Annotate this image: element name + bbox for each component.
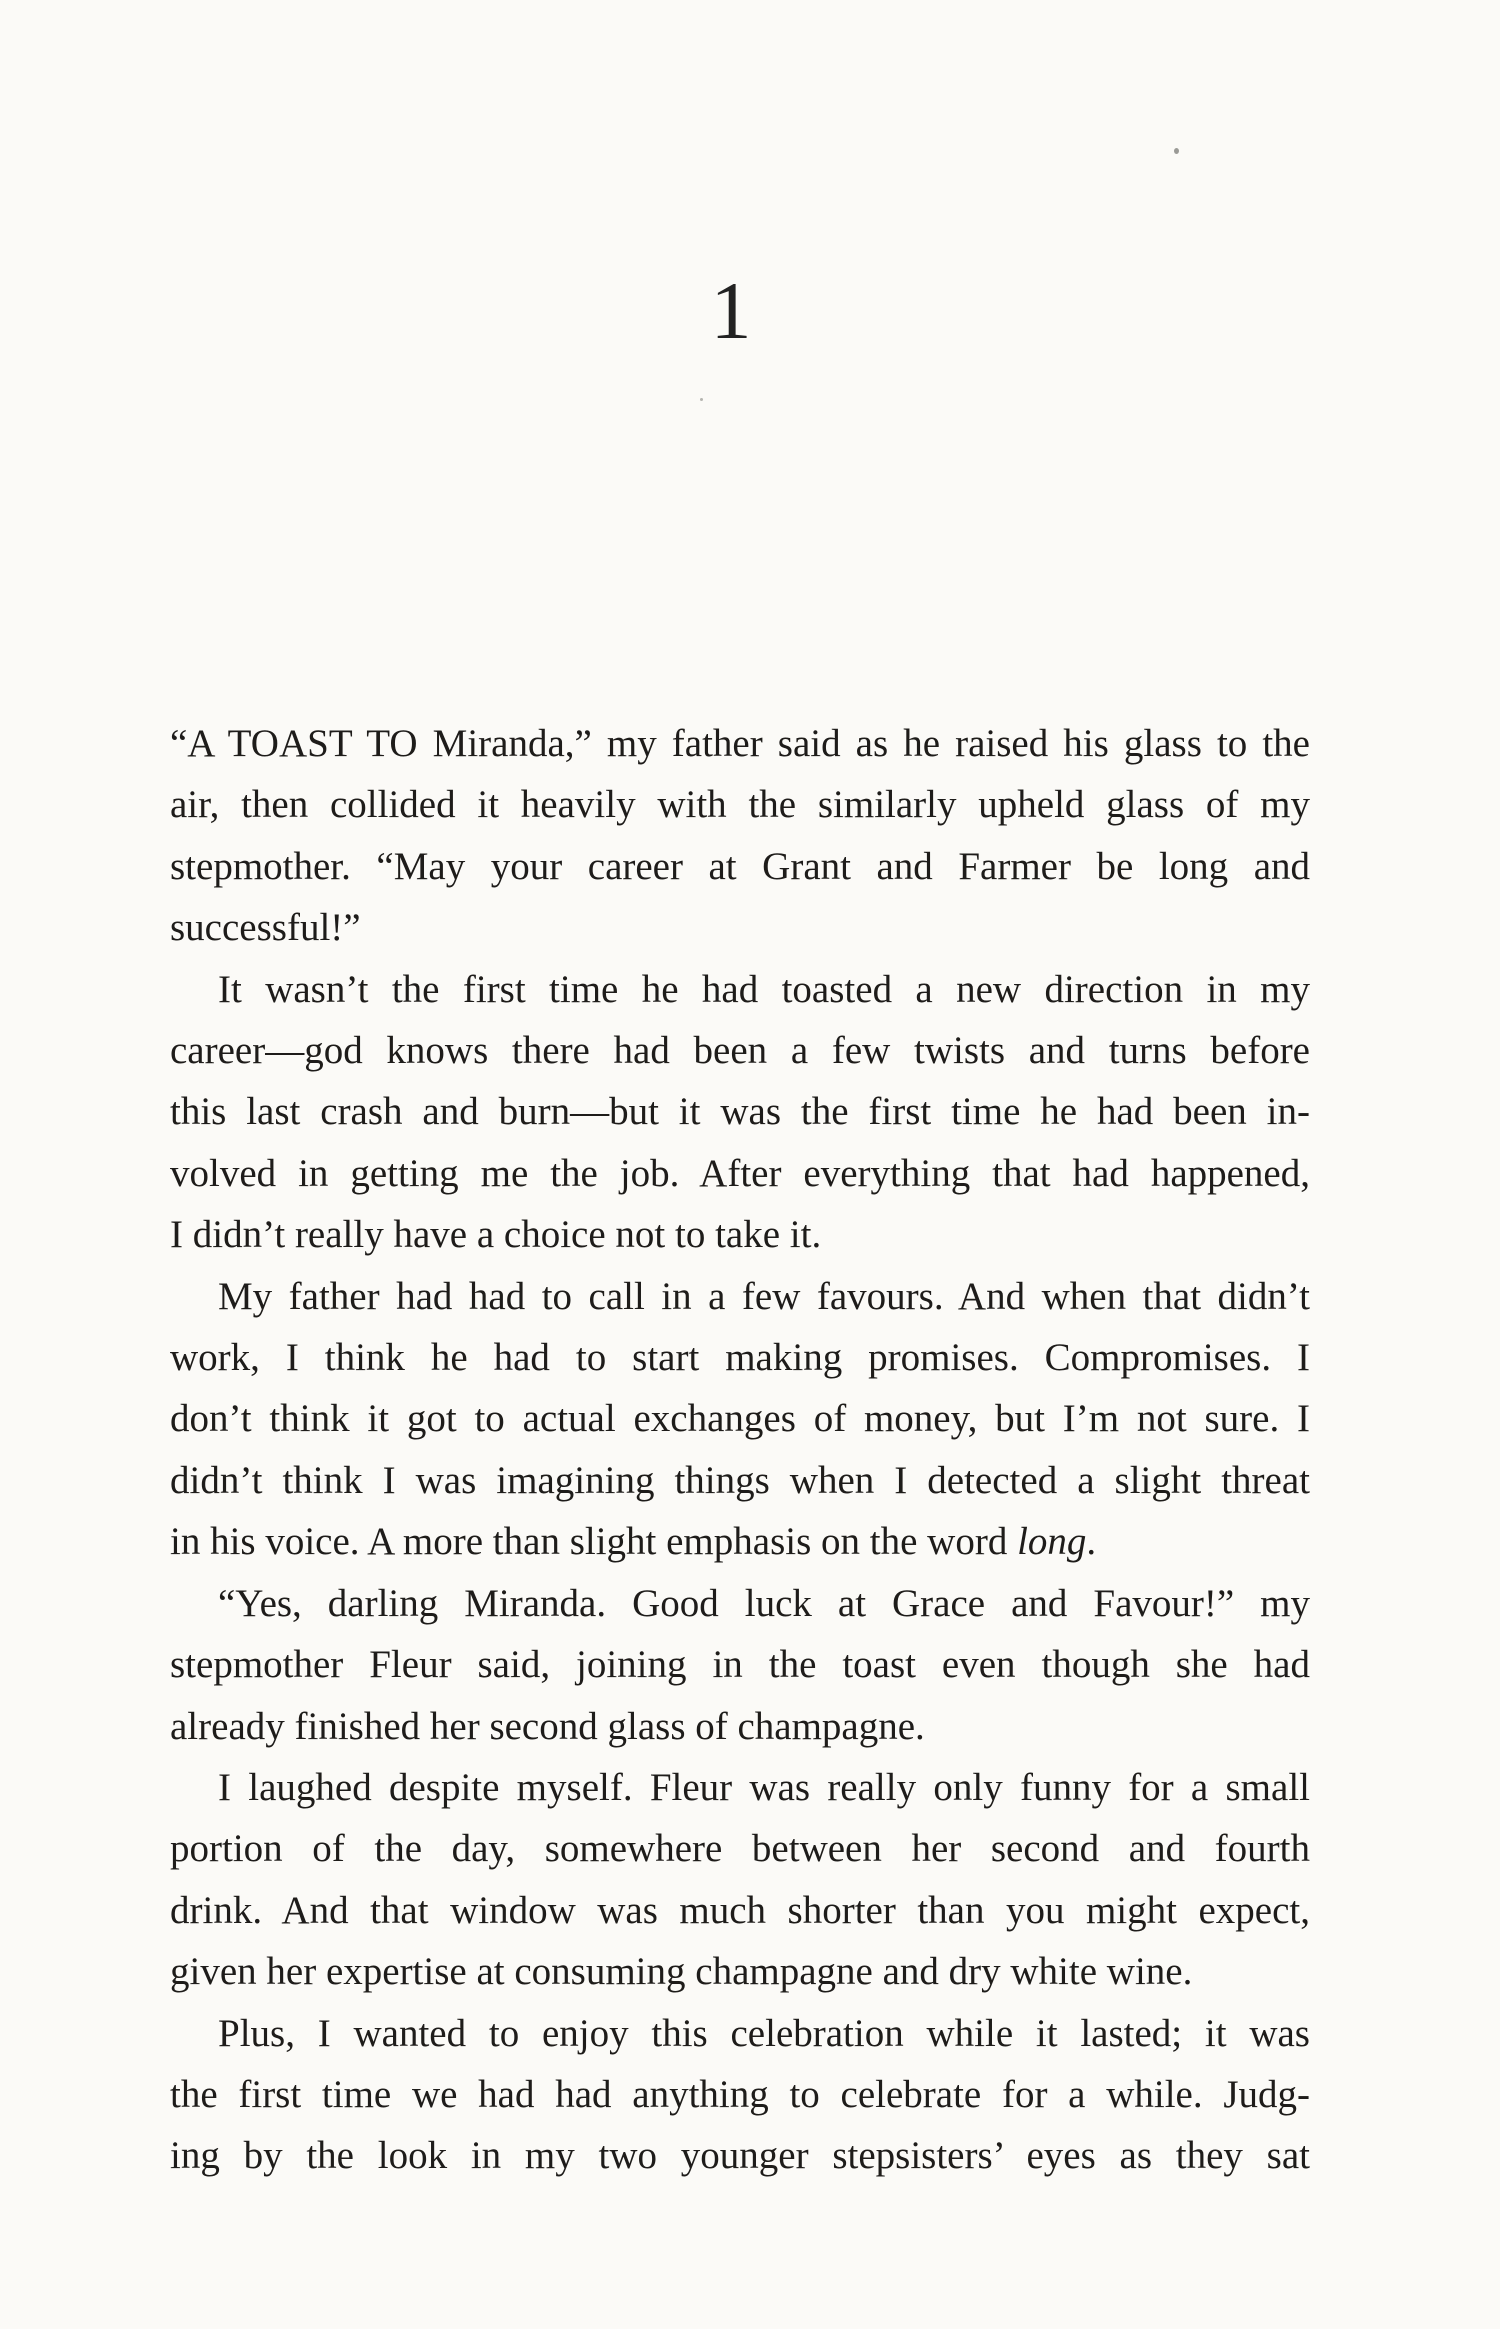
text-line: career—god knows there had been a few twists and turns before bbox=[170, 1029, 1310, 1073]
text-line: I laughed despite myself. Fleur was really only funny for a small bbox=[218, 1765, 1310, 1809]
paragraph-3 bbox=[170, 1266, 1310, 1573]
text-line: the first time we had had anything to celebrate for a while. Judg- bbox=[170, 2072, 1310, 2116]
text-line: ing by the look in my two younger stepsisters’ eyes as they sat bbox=[170, 2134, 1310, 2178]
paragraph-4 bbox=[170, 1573, 1310, 1757]
text-line: stepmother. “May your career at Grant and Farmer be long and bbox=[170, 844, 1310, 888]
text-line: drink. And that window was much shorter than you might expect, bbox=[170, 1888, 1310, 1932]
text-line bbox=[170, 1511, 1310, 1572]
text-line: stepmother Fleur said, joining in the toast even though she had bbox=[170, 1643, 1310, 1687]
paragraph-5 bbox=[170, 1757, 1310, 2003]
text-line: volved in getting me the job. After everything that had happened, bbox=[170, 1151, 1310, 1195]
text-line: I didn’t really have a choice not to take it. bbox=[170, 1213, 822, 1257]
text-line: My father had had to call in a few favours. And when that didn’t bbox=[218, 1274, 1310, 1318]
text-line: “A TOAST TO Miranda,” my father said as he raised his glass to the bbox=[170, 722, 1310, 765]
text-line: air, then collided it heavily with the similarly upheld glass of my bbox=[170, 783, 1310, 827]
chapter-number: 1 bbox=[710, 265, 752, 356]
paragraph-2 bbox=[170, 959, 1310, 1266]
text-run: . bbox=[1086, 1520, 1097, 1564]
text-line: don’t think it got to actual exchanges of money, but I’m not sure. I bbox=[170, 1397, 1310, 1441]
text-line: already finished her second glass of champagne. bbox=[170, 1704, 925, 1748]
text-line: “Yes, darling Miranda. Good luck at Grace and Favour!” my bbox=[218, 1581, 1310, 1625]
paper-speck bbox=[700, 398, 703, 401]
text-line: successful!” bbox=[170, 906, 361, 950]
text-line: work, I think he had to start making promises. Compromises. I bbox=[170, 1336, 1310, 1380]
paper-speck bbox=[1174, 148, 1179, 154]
text-line: Plus, I wanted to enjoy this celebration while it lasted; it was bbox=[218, 2011, 1310, 2055]
text-line: It wasn’t the first time he had toasted a new direction in my bbox=[218, 967, 1310, 1011]
text-run: in his voice. A more than slight emphasis on the word bbox=[170, 1520, 1018, 1564]
emphasis-text: long bbox=[1017, 1520, 1087, 1564]
paragraph-1 bbox=[170, 713, 1310, 959]
text-line: given her expertise at consuming champagne and dry white wine. bbox=[170, 1950, 1193, 1994]
text-line: this last crash and burn—but it was the first time he had been in- bbox=[170, 1090, 1310, 1134]
chapter-body-text bbox=[170, 713, 1310, 2187]
paragraph-6 bbox=[170, 2003, 1310, 2187]
text-line: portion of the day, somewhere between her second and fourth bbox=[170, 1827, 1310, 1871]
text-line: didn’t think I was imagining things when I detected a slight threat bbox=[170, 1458, 1310, 1502]
